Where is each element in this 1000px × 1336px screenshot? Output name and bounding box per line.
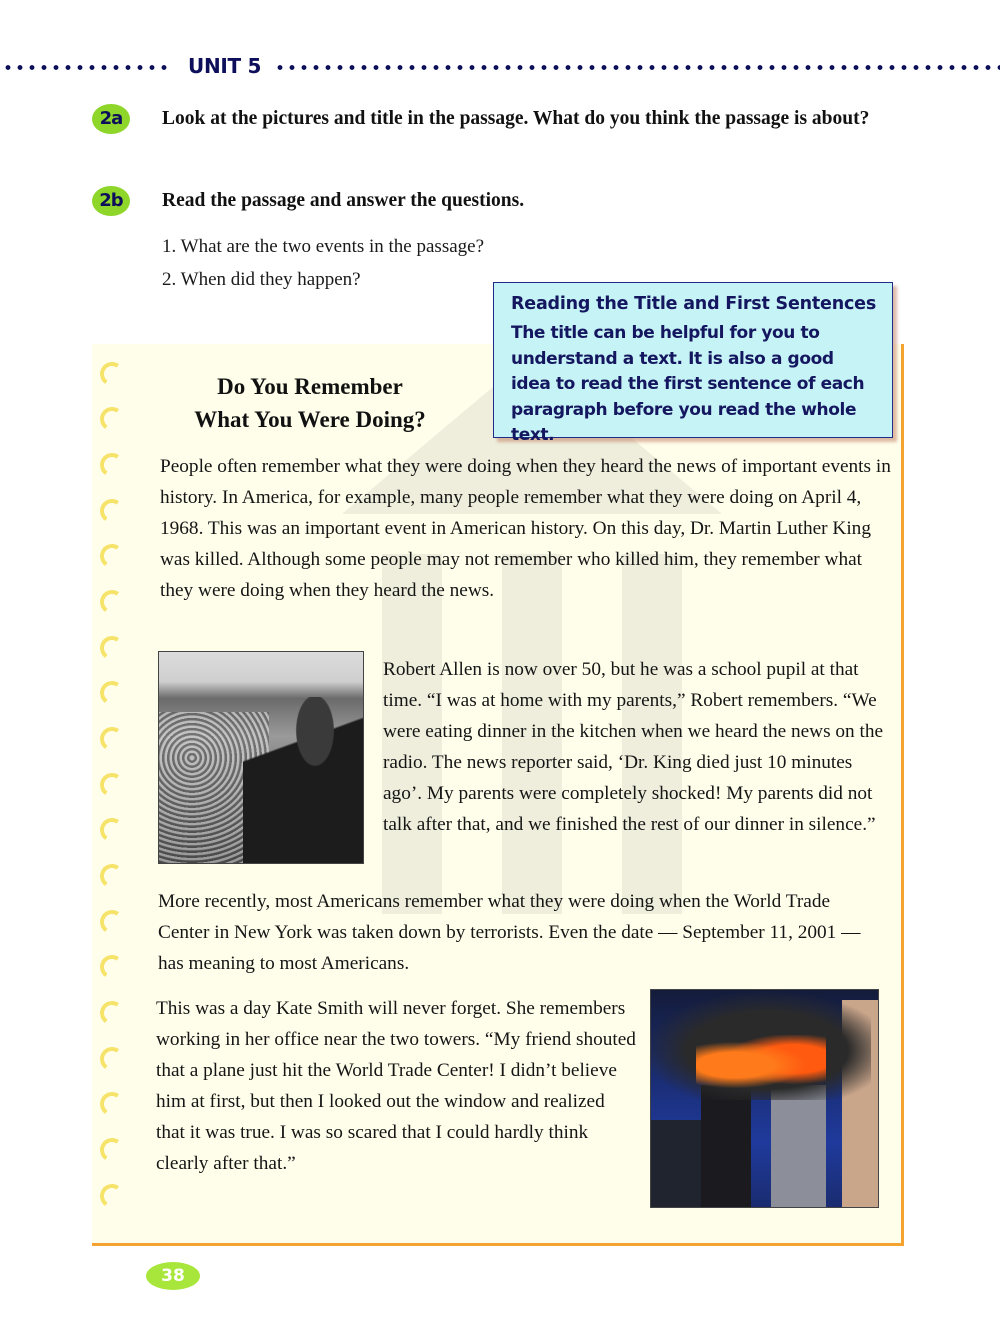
building-shape <box>651 1120 706 1208</box>
tower-shape <box>771 1085 826 1208</box>
fire-shape <box>696 1035 826 1095</box>
question-item: 1. What are the two events in the passage? <box>162 236 485 257</box>
dotted-rule-left <box>2 65 172 70</box>
mlk-photo <box>158 651 364 864</box>
passage-paragraph-3: More recently, most Americans remember what they were doing when the World Trade Center in New York was taken down by terrorists. Even the date — September 11, 2001 — has meaning to most Americans. <box>158 891 861 974</box>
tower-shape <box>701 1085 751 1208</box>
wtc-photo <box>650 989 879 1208</box>
tip-title: Reading the Title and First Sentences <box>511 294 877 314</box>
passage-title-line2: What You Were Doing? <box>194 407 426 432</box>
task-badge-2b: 2b <box>92 186 130 216</box>
speaker-figure-shape <box>243 697 363 864</box>
passage-title-line1: Do You Remember <box>217 374 403 399</box>
passage-paragraph-4: This was a day Kate Smith will never forget. She remembers working in her office near the two towers. “My friend shouted that a plane just hit the World Trade Center! I didn’t believe him at first, but then I looked out the window and realized that it was true. I was so scared that I could hardly think clearly after that.” <box>156 998 636 1174</box>
reading-tip-box <box>493 282 893 445</box>
unit-header <box>0 54 1000 80</box>
passage-title <box>160 370 460 436</box>
passage-paragraph-1: People often remember what they were doing when they heard the news of important events in history. In America, for example, many people remember what they were doing on April 4, 1968. This was an important event in American history. On this day, Dr. Martin Luther King was killed. Although some people may not remember who killed him, they remember what they were doing when they heard the news. <box>160 456 891 601</box>
task-instruction-2a: Look at the pictures and title in the passage. What do you think the passage is about? <box>162 108 870 129</box>
unit-label: UNIT 5 <box>188 54 262 78</box>
question-item: 2. When did they happen? <box>162 269 361 290</box>
passage-paragraph-2: Robert Allen is now over 50, but he was a school pupil at that time. “I was at home with my parents,” Robert remembers. “We were eating dinner in the kitchen when we heard the news on the radio. The news reporter said, ‘Dr. King died just 10 minutes ago’. My parents were completely shocked! My parents did not talk after that, and we finished the rest of our dinner in silence.” <box>383 659 884 835</box>
task-instruction-2b: Read the passage and answer the questions. <box>162 190 525 211</box>
dotted-rule-right <box>274 65 1000 70</box>
tip-body: The title can be helpful for you to understand a text. It is also a good idea to read the first sentence of each paragraph before you read the whole text. <box>511 323 865 445</box>
question-list <box>162 230 484 296</box>
page-number: 38 <box>146 1262 200 1290</box>
task-badge-2a: 2a <box>92 104 130 134</box>
